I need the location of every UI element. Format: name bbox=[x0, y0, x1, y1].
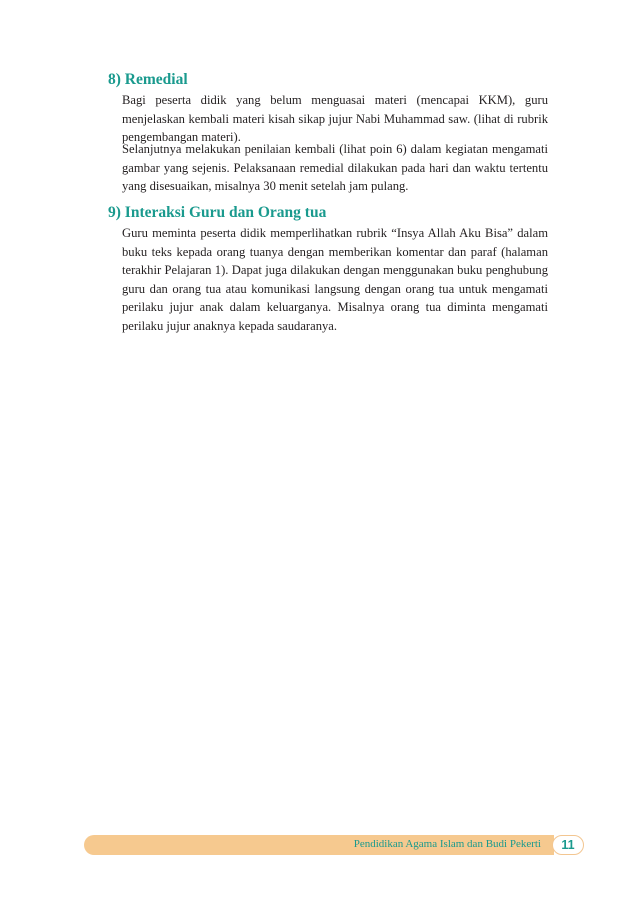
footer-book-title: Pendidikan Agama Islam dan Budi Pekerti bbox=[353, 838, 541, 850]
section-title-remedial: 8) Remedial bbox=[108, 71, 188, 88]
section-title-interaksi: 9) Interaksi Guru dan Orang tua bbox=[108, 204, 327, 221]
paragraph-remedial-2: Selanjutnya melakukan penilaian kembali (lihat poin 6) dalam kegiatan mengamati gambar yang sejenis. Pelaksanaan remedial dilakukan pada hari dan waktu tertentu yang disesuaikan, misalnya 30 menit setelah jam pulang. bbox=[122, 142, 548, 194]
paragraph-interaksi: Guru meminta peserta didik memperlihatkan rubrik “Insya Allah Aku Bisa” dalam buku teks kepada orang tuanya dengan memberikan komentar dan paraf (halaman terakhir Pelajaran 1). Dapat juga dilakukan dengan menggunakan buku penghubung guru dan orang tua atau komunikasi langsung dengan orang tua untuk mengamati perilaku jujur anak dalam keluarganya. Misalnya orang tua diminta mengamati perilaku jujur anaknya kepada saudaranya. bbox=[122, 226, 548, 333]
paragraph-remedial-1: Bagi peserta didik yang belum menguasai materi (mencapai KKM), guru menjelaskan kembali materi kisah sikap jujur Nabi Muhammad saw. (lihat di rubrik pengembangan materi). bbox=[122, 93, 548, 145]
page-number: 11 bbox=[552, 835, 584, 855]
